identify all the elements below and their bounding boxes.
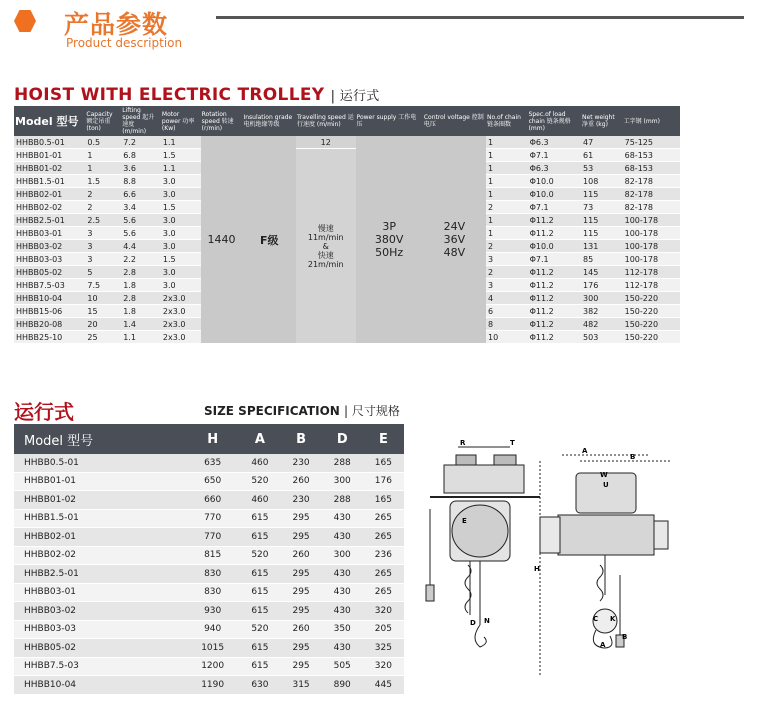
table-cell: 1.1 <box>121 331 161 344</box>
table-cell: 3 <box>85 253 121 266</box>
header-divider <box>216 16 744 19</box>
table-cell: 520 <box>239 546 280 565</box>
table-cell: 1 <box>486 227 528 240</box>
table-cell: 3.0 <box>161 279 201 292</box>
table-cell: 2.8 <box>121 266 161 279</box>
table-cell: 82-178 <box>623 201 680 214</box>
table-cell: 295 <box>281 583 322 602</box>
col-header: H <box>186 424 239 454</box>
size-spec-en: SIZE SPECIFICATION <box>204 404 340 418</box>
table-cell: 12 <box>296 136 356 149</box>
table-cell: 3 <box>85 240 121 253</box>
table-cell: 615 <box>239 583 280 602</box>
table-cell: Φ11.2 <box>528 305 581 318</box>
table-cell: Φ11.2 <box>528 279 581 292</box>
table-cell: 315 <box>281 676 322 695</box>
table-cell: HHBB01-02 <box>14 162 85 175</box>
power-line: 380V <box>374 233 404 246</box>
table-cell: 615 <box>239 528 280 547</box>
table-row <box>14 639 404 658</box>
table-cell: Φ11.2 <box>528 292 581 305</box>
table-cell: 2 <box>486 240 528 253</box>
table-cell: 615 <box>239 639 280 658</box>
table-cell: 3.0 <box>161 266 201 279</box>
table-cell: 165 <box>363 454 404 472</box>
table-cell: HHBB05-02 <box>14 266 85 279</box>
label-D: D <box>470 619 476 627</box>
col-header: Insulation grade 电机绝缘等级 <box>242 106 296 136</box>
table-cell: 150-220 <box>623 331 680 344</box>
table-cell: 260 <box>281 546 322 565</box>
table-cell: 112-178 <box>623 266 680 279</box>
table-cell: 8.8 <box>121 175 161 188</box>
table-cell: 3.0 <box>161 240 201 253</box>
table-cell: 520 <box>239 472 280 491</box>
table-cell: HHBB25-10 <box>14 331 85 344</box>
table-cell: 430 <box>322 528 363 547</box>
label-B: B <box>630 453 636 461</box>
table-cell <box>356 136 423 344</box>
table-cell: 3.6 <box>121 162 161 175</box>
table-row <box>14 528 404 547</box>
table-cell: Φ7.1 <box>528 253 581 266</box>
table-cell: 68-153 <box>623 149 680 162</box>
table-cell: 1 <box>85 149 121 162</box>
travel-speed-line: & <box>322 241 329 251</box>
table-cell: 1 <box>486 188 528 201</box>
table-cell: 5.6 <box>121 214 161 227</box>
travel-speed-line: 11m/min <box>307 232 344 242</box>
col-header: Net weight 净重 (kg) <box>581 106 623 136</box>
table-cell: 2x3.0 <box>161 305 201 318</box>
table-cell: 3.0 <box>161 227 201 240</box>
table-cell: 7.2 <box>121 136 161 149</box>
table-cell <box>296 149 356 344</box>
table-cell: 85 <box>581 253 623 266</box>
table-cell: Φ11.2 <box>528 331 581 344</box>
table-cell: 1.8 <box>121 279 161 292</box>
table-cell: 635 <box>186 454 239 472</box>
table-cell: 230 <box>281 491 322 510</box>
table-cell: HHBB03-01 <box>14 227 85 240</box>
control-line: 24V <box>443 220 466 233</box>
table-cell: 1 <box>486 149 528 162</box>
table-cell: HHBB03-01 <box>14 583 186 602</box>
travel-speed-line: 慢速 <box>317 223 334 233</box>
table-cell: 2 <box>85 188 121 201</box>
table-cell: HHBB02-02 <box>14 201 85 214</box>
table-cell: Φ11.2 <box>528 227 581 240</box>
table-cell: 82-178 <box>623 188 680 201</box>
table-cell: 1015 <box>186 639 239 658</box>
col-header: Power supply 工作电压 <box>356 106 423 136</box>
table-cell: 1.5 <box>161 253 201 266</box>
power-line: 50Hz <box>375 246 404 259</box>
table-cell: 630 <box>239 676 280 695</box>
table-cell: 650 <box>186 472 239 491</box>
label-H: H <box>534 565 540 573</box>
col-header: Lifting speed 起升速度 (m/min) <box>121 106 161 136</box>
col-header: E <box>363 424 404 454</box>
label-R: R <box>460 439 466 447</box>
table-header-row <box>14 424 404 454</box>
table-cell: 0.5 <box>85 136 121 149</box>
table-cell: 3.0 <box>161 175 201 188</box>
table-cell: 295 <box>281 602 322 621</box>
table-cell: 830 <box>186 565 239 584</box>
table-cell: HHBB01-01 <box>14 472 186 491</box>
col-header: Spec.of load chain 链条规格 (mm) <box>528 106 581 136</box>
table-cell: Φ6.3 <box>528 162 581 175</box>
table-cell: HHBB15-06 <box>14 305 85 318</box>
table-cell: 3.0 <box>161 214 201 227</box>
table-cell: 4 <box>486 292 528 305</box>
table-cell: 1200 <box>186 657 239 676</box>
col-header: Capacity 额定吊重 (ton) <box>85 106 121 136</box>
table-cell: 300 <box>322 472 363 491</box>
table-row <box>14 509 404 528</box>
table-row <box>14 546 404 565</box>
table-cell: 1 <box>486 136 528 149</box>
table-cell: Φ11.2 <box>528 318 581 331</box>
table-cell: HHBB03-03 <box>14 253 85 266</box>
table-row <box>14 149 680 162</box>
table-cell: 6 <box>486 305 528 318</box>
table-cell: 2.2 <box>121 253 161 266</box>
size-spec-cn: | 尺寸规格 <box>344 404 400 418</box>
label-A2: A <box>600 641 606 649</box>
table-cell: 2x3.0 <box>161 331 201 344</box>
table-cell: HHBB03-03 <box>14 620 186 639</box>
col-header: 工字钢 (mm) <box>623 106 680 136</box>
table-row <box>14 620 404 639</box>
table-cell: 350 <box>322 620 363 639</box>
section-title-cn: | 运行式 <box>330 89 380 104</box>
table-row <box>14 657 404 676</box>
table-row <box>14 676 404 695</box>
col-header: D <box>322 424 363 454</box>
table-cell: 115 <box>581 227 623 240</box>
table-cell: 10 <box>486 331 528 344</box>
table-cell: Φ10.0 <box>528 175 581 188</box>
table-cell: 830 <box>186 583 239 602</box>
label-C: C <box>593 615 599 623</box>
size-spec-table <box>14 424 404 695</box>
table-cell: 430 <box>322 509 363 528</box>
section-title-en: HOIST WITH ELECTRIC TROLLEY <box>14 85 325 105</box>
table-row <box>14 491 404 510</box>
label-W: W <box>600 471 608 479</box>
table-cell: 1440 <box>201 136 243 344</box>
table-row <box>14 602 404 621</box>
table-cell: 230 <box>281 454 322 472</box>
travel-speed-line: 快速 <box>317 250 334 260</box>
table-cell: HHBB2.5-01 <box>14 565 186 584</box>
table-cell: HHBB1.5-01 <box>14 175 85 188</box>
table-cell: 260 <box>281 620 322 639</box>
table-cell: 236 <box>363 546 404 565</box>
table-cell: 2x3.0 <box>161 292 201 305</box>
table-cell: 615 <box>239 602 280 621</box>
section-title-size: 运行式 <box>14 400 74 424</box>
table-cell: 73 <box>581 201 623 214</box>
table-cell: HHBB02-01 <box>14 528 186 547</box>
col-header: B <box>281 424 322 454</box>
table-cell: HHBB10-04 <box>14 292 85 305</box>
table-cell: 430 <box>322 583 363 602</box>
table-cell: 20 <box>85 318 121 331</box>
table-cell: 100-178 <box>623 214 680 227</box>
table-cell: HHBB05-02 <box>14 639 186 658</box>
table-row <box>14 472 404 491</box>
table-cell: 176 <box>363 472 404 491</box>
table-cell: HHBB02-02 <box>14 546 186 565</box>
table-cell: 108 <box>581 175 623 188</box>
table-cell: 3.4 <box>121 201 161 214</box>
label-K: K <box>610 615 616 623</box>
table-cell: 75-125 <box>623 136 680 149</box>
table-cell: 1 <box>486 175 528 188</box>
table-cell: 1 <box>486 162 528 175</box>
label-U: U <box>603 481 609 489</box>
table-cell: HHBB0.5-01 <box>14 136 85 149</box>
section-title-trolley <box>14 85 380 105</box>
power-line: 3P <box>382 220 396 233</box>
table-cell: Φ11.2 <box>528 214 581 227</box>
table-cell: F级 <box>242 136 296 344</box>
col-header: No.of chain 链条圈数 <box>486 106 528 136</box>
table-cell: 2 <box>486 201 528 214</box>
table-cell: 265 <box>363 583 404 602</box>
label-B2: B <box>622 633 628 641</box>
table-cell: 47 <box>581 136 623 149</box>
table-cell: Φ7.1 <box>528 201 581 214</box>
table-cell: 503 <box>581 331 623 344</box>
table-row <box>14 583 404 602</box>
table-cell: Φ11.2 <box>528 266 581 279</box>
col-header: Control voltage 控制电压 <box>423 106 486 136</box>
table-cell: 25 <box>85 331 121 344</box>
table-cell: 68-153 <box>623 162 680 175</box>
table-cell: HHBB7.5-03 <box>14 279 85 292</box>
table-cell: 520 <box>239 620 280 639</box>
size-spec-title <box>204 402 400 419</box>
table-cell: Φ7.1 <box>528 149 581 162</box>
table-cell: 320 <box>363 657 404 676</box>
col-header: Model 型号 <box>14 106 85 136</box>
page-title: 产品参数 <box>64 10 169 39</box>
table-cell: 53 <box>581 162 623 175</box>
table-cell: 430 <box>322 602 363 621</box>
table-cell: 320 <box>363 602 404 621</box>
table-cell: 8 <box>486 318 528 331</box>
table-header-row <box>14 106 680 136</box>
table-cell: 115 <box>581 214 623 227</box>
table-cell: 815 <box>186 546 239 565</box>
table-cell: HHBB0.5-01 <box>14 454 186 472</box>
table-cell: 1 <box>486 214 528 227</box>
table-cell: HHBB02-01 <box>14 188 85 201</box>
table-cell: 300 <box>581 292 623 305</box>
table-cell: 6.8 <box>121 149 161 162</box>
table-cell: 1.1 <box>161 162 201 175</box>
table-cell: HHBB01-01 <box>14 149 85 162</box>
label-T: T <box>510 439 515 447</box>
table-cell: 100-178 <box>623 253 680 266</box>
table-cell: 430 <box>322 565 363 584</box>
col-header: Travelling speed 运行速度 (m/min) <box>296 106 356 136</box>
table-cell: 82-178 <box>623 175 680 188</box>
table-cell: 1.5 <box>161 201 201 214</box>
table-cell: 165 <box>363 491 404 510</box>
table-cell: 2 <box>486 266 528 279</box>
table-row <box>14 136 680 149</box>
table-cell: 265 <box>363 565 404 584</box>
hexagon-bullet-icon <box>14 10 36 32</box>
table-cell: 2.8 <box>121 292 161 305</box>
col-header: Model 型号 <box>14 424 186 454</box>
table-cell: 265 <box>363 528 404 547</box>
table-cell: 460 <box>239 454 280 472</box>
control-line: 36V <box>443 233 466 246</box>
page-subtitle: Product description <box>66 36 183 50</box>
table-cell: 4.4 <box>121 240 161 253</box>
table-cell: 131 <box>581 240 623 253</box>
table-cell: 2.5 <box>85 214 121 227</box>
table-cell: 15 <box>85 305 121 318</box>
table-cell: 382 <box>581 305 623 318</box>
table-cell: 295 <box>281 565 322 584</box>
table-cell: HHBB1.5-01 <box>14 509 186 528</box>
table-cell: 615 <box>239 509 280 528</box>
table-cell: 3 <box>486 279 528 292</box>
table-row <box>14 565 404 584</box>
table-cell: 112-178 <box>623 279 680 292</box>
table-cell: 1.5 <box>161 149 201 162</box>
table-cell: 3 <box>85 227 121 240</box>
table-cell: 770 <box>186 509 239 528</box>
table-cell: 10 <box>85 292 121 305</box>
table-cell: 5 <box>85 266 121 279</box>
table-row <box>14 454 404 472</box>
table-cell: HHBB2.5-01 <box>14 214 85 227</box>
table-cell: 445 <box>363 676 404 695</box>
table-cell: 145 <box>581 266 623 279</box>
table-cell: 7.5 <box>85 279 121 292</box>
table-cell: 1 <box>85 162 121 175</box>
table-cell: 100-178 <box>623 227 680 240</box>
table-cell: 1.5 <box>85 175 121 188</box>
table-cell: 325 <box>363 639 404 658</box>
hoist-dimension-drawing <box>410 425 678 693</box>
table-cell: 150-220 <box>623 305 680 318</box>
table-cell: 288 <box>322 454 363 472</box>
table-cell: 770 <box>186 528 239 547</box>
table-cell: 295 <box>281 657 322 676</box>
table-cell: 288 <box>322 491 363 510</box>
table-cell: Φ6.3 <box>528 136 581 149</box>
col-header: Rotation speed 转速 (r/min) <box>201 106 243 136</box>
hoist-spec-table <box>14 106 680 344</box>
col-header: A <box>239 424 280 454</box>
table-cell: 1.1 <box>161 136 201 149</box>
table-cell: 505 <box>322 657 363 676</box>
table-cell: 265 <box>363 509 404 528</box>
table-cell: 1.4 <box>121 318 161 331</box>
table-cell: 2x3.0 <box>161 318 201 331</box>
table-cell: 940 <box>186 620 239 639</box>
table-cell: 6.6 <box>121 188 161 201</box>
table-cell: HHBB10-04 <box>14 676 186 695</box>
table-cell: 660 <box>186 491 239 510</box>
table-cell: Φ10.0 <box>528 188 581 201</box>
table-cell: 930 <box>186 602 239 621</box>
table-cell: 430 <box>322 639 363 658</box>
table-cell: 5.6 <box>121 227 161 240</box>
table-cell: 295 <box>281 639 322 658</box>
table-cell: HHBB03-02 <box>14 240 85 253</box>
table-cell: 615 <box>239 657 280 676</box>
table-cell: HHBB03-02 <box>14 602 186 621</box>
table-cell <box>423 136 486 344</box>
label-A: A <box>582 447 588 455</box>
table-cell: 176 <box>581 279 623 292</box>
table-cell: HHBB7.5-03 <box>14 657 186 676</box>
table-cell: 61 <box>581 149 623 162</box>
table-cell: 115 <box>581 188 623 201</box>
table-cell: 3 <box>486 253 528 266</box>
table-cell: 295 <box>281 528 322 547</box>
table-cell: 295 <box>281 509 322 528</box>
table-cell: 2 <box>85 201 121 214</box>
table-cell: Φ10.0 <box>528 240 581 253</box>
table-cell: 150-220 <box>623 318 680 331</box>
label-N: N <box>484 617 490 625</box>
table-cell: 300 <box>322 546 363 565</box>
table-cell: 100-178 <box>623 240 680 253</box>
table-cell: 3.0 <box>161 188 201 201</box>
table-cell: 482 <box>581 318 623 331</box>
table-cell: HHBB20-08 <box>14 318 85 331</box>
label-E: E <box>462 517 467 525</box>
table-cell: 1.8 <box>121 305 161 318</box>
control-line: 48V <box>443 246 466 259</box>
table-cell: 150-220 <box>623 292 680 305</box>
table-cell: 890 <box>322 676 363 695</box>
table-cell: 1190 <box>186 676 239 695</box>
table-cell: 205 <box>363 620 404 639</box>
table-cell: HHBB01-02 <box>14 491 186 510</box>
table-cell: 460 <box>239 491 280 510</box>
table-cell: 260 <box>281 472 322 491</box>
col-header: Motor power 功率 (Kw) <box>161 106 201 136</box>
table-cell: 615 <box>239 565 280 584</box>
travel-speed-line: 21m/min <box>307 259 344 269</box>
